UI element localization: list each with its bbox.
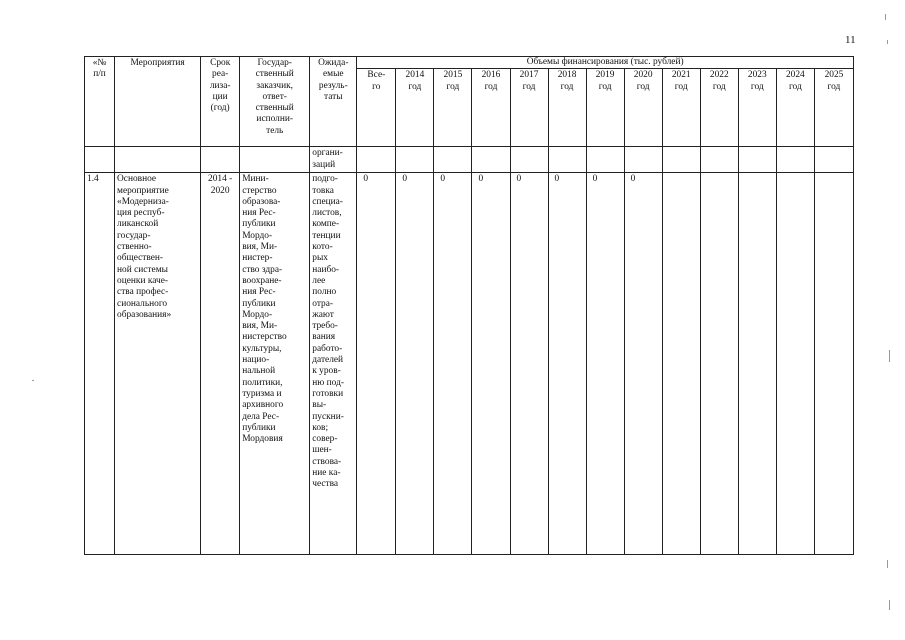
header-year-text: 2017 год: [519, 70, 539, 92]
scan-speck: [32, 380, 34, 381]
header-term: [201, 57, 240, 147]
cell-empty: [586, 147, 624, 173]
cell-total: [357, 173, 396, 555]
scan-speck: [885, 14, 886, 20]
row-year-value: 0: [402, 174, 408, 185]
cell-expected-continued: [310, 147, 357, 173]
cell-empty: [662, 147, 700, 173]
cell-customer: [240, 173, 310, 555]
cell-empty: [472, 147, 510, 173]
row-year-value: 0: [592, 174, 598, 185]
header-year-text: 2022 год: [709, 70, 729, 92]
row-num-text: 1.4: [87, 174, 99, 185]
header-year-text: 2016 год: [481, 70, 501, 92]
header-total-text: Все- го: [367, 70, 386, 92]
header-customer: [240, 57, 310, 147]
header-year-2025: [814, 69, 853, 147]
cell-value-2023: [738, 173, 776, 555]
scan-speck: [889, 600, 890, 610]
cell-empty: [240, 147, 310, 173]
row-year-value: 0: [440, 174, 446, 185]
scan-speck: [887, 560, 888, 568]
cell-empty: [396, 147, 434, 173]
header-year-text: 2024 год: [785, 70, 805, 92]
row-expected-text: подго- товка специа- листов, компе- тенции кото- рых наибо- лее полно отра- жают требо- вания работо- дателей к уров- ню под- готовки вы- пускни- ков; совер- шен- ствова- ние ка- чества: [312, 174, 344, 490]
header-year-text: 2014 год: [405, 70, 425, 92]
page-number: 11: [845, 34, 856, 46]
cell-term: [201, 173, 240, 555]
cell-empty: [434, 147, 472, 173]
table-row-continuation: [85, 147, 854, 173]
cell-empty: [115, 147, 201, 173]
cell-value-2024: [776, 173, 814, 555]
header-year-2023: [738, 69, 776, 147]
cell-value-2014: [396, 173, 434, 555]
row-customer-text: Мини- стерство образова- ния Рес- публики Мордо- вия, Ми- нистер- ство здра- воохране- ния Рес- публики Мордо- вия, Ми- нистерство культуры, нацио- нальной политики, туризма и архивного дела Рес- публики Мордовия: [242, 174, 287, 445]
cell-expected: [310, 173, 357, 555]
header-funding-group: [357, 57, 854, 69]
cell-empty: [85, 147, 115, 173]
header-year-text: 2018 год: [557, 70, 577, 92]
header-num: [85, 57, 115, 147]
header-year-text: 2021 год: [671, 70, 691, 92]
header-year-2014: [396, 69, 434, 147]
scan-speck: [887, 40, 888, 44]
header-event-text: Мероприятия: [130, 58, 185, 68]
header-funding-group-text: Объемы финансирования (тыс. рублей): [526, 57, 684, 67]
header-year-text: 2025 год: [824, 70, 844, 92]
row-total-value: 0: [363, 174, 368, 185]
header-expected: [310, 57, 357, 147]
row-event-text: Основное мероприятие «Модерниза- ция респуб- ликанской государ- ственно- обществен- ной системы оценки каче- ства профес- сионального образования»: [117, 174, 172, 320]
expected-continued-text: органи- заций: [312, 148, 343, 170]
header-year-2016: [472, 69, 510, 147]
cell-empty: [624, 147, 662, 173]
header-year-2022: [700, 69, 738, 147]
table-row-1-4: [85, 173, 854, 555]
cell-empty: [738, 147, 776, 173]
header-year-2015: [434, 69, 472, 147]
cell-value-2018: [548, 173, 586, 555]
cell-empty: [357, 147, 396, 173]
header-year-2017: [510, 69, 548, 147]
header-term-text: Срок реа- лиза- ции (год): [209, 58, 231, 114]
cell-empty: [776, 147, 814, 173]
cell-empty: [700, 147, 738, 173]
header-event: [115, 57, 201, 147]
header-total: [357, 69, 396, 147]
header-year-text: 2015 год: [443, 70, 463, 92]
cell-event: [115, 173, 201, 555]
header-customer-text: Государ- ственный заказчик, ответ- ственный исполни- тель: [255, 58, 294, 136]
header-expected-text: Ожида- емые резуль- таты: [318, 58, 349, 102]
cell-value-2017: [510, 173, 548, 555]
cell-empty: [548, 147, 586, 173]
funding-table: [84, 56, 854, 555]
row-year-value: 0: [478, 174, 484, 185]
header-year-text: 2019 год: [595, 70, 615, 92]
cell-value-2019: [586, 173, 624, 555]
cell-value-2025: [814, 173, 853, 555]
scan-speck: [889, 350, 890, 362]
cell-num: [85, 173, 115, 555]
header-year-2018: [548, 69, 586, 147]
cell-empty: [814, 147, 853, 173]
header-year-2024: [776, 69, 814, 147]
cell-value-2020: [624, 173, 662, 555]
cell-value-2016: [472, 173, 510, 555]
header-year-2021: [662, 69, 700, 147]
header-year-2019: [586, 69, 624, 147]
row-year-value: 0: [554, 174, 560, 185]
cell-empty: [201, 147, 240, 173]
row-year-value: 0: [630, 174, 636, 185]
header-year-2020: [624, 69, 662, 147]
header-year-text: 2020 год: [633, 70, 653, 92]
cell-value-2015: [434, 173, 472, 555]
header-num-text: «№ п/п: [92, 58, 107, 80]
cell-value-2022: [700, 173, 738, 555]
cell-value-2021: [662, 173, 700, 555]
row-term-text: 2014 - 2020: [208, 174, 233, 196]
row-year-value: 0: [516, 174, 522, 185]
cell-empty: [510, 147, 548, 173]
header-year-text: 2023 год: [747, 70, 767, 92]
